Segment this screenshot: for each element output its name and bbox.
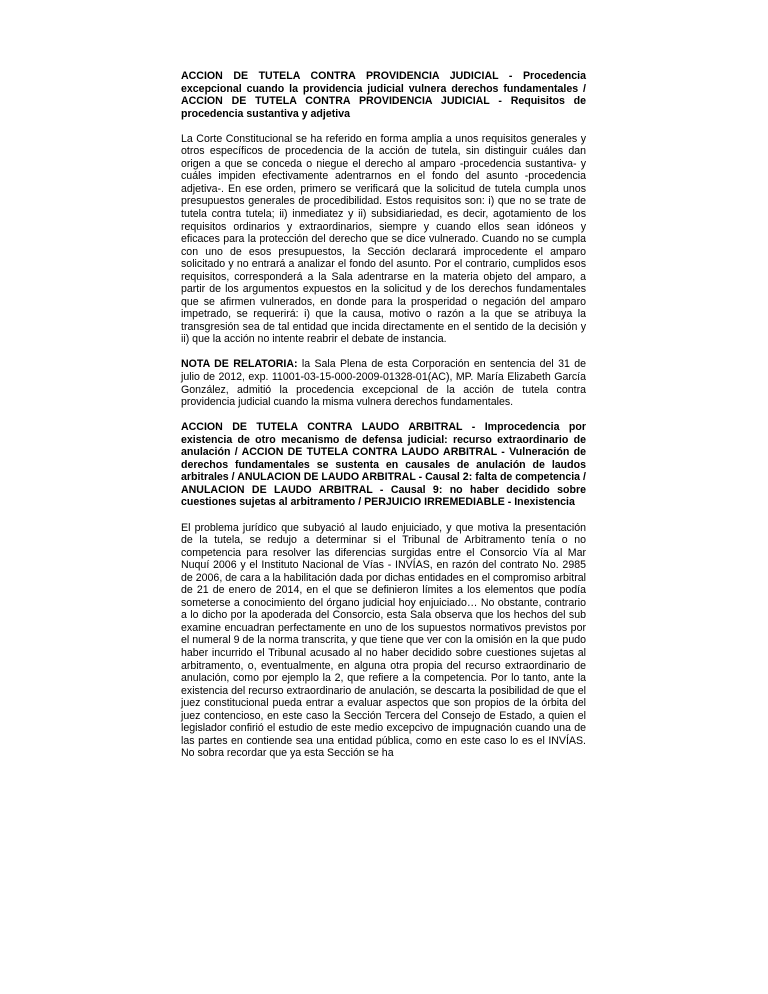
section-body-requisitos: La Corte Constitucional se ha referido en forma amplia a unos requisitos generales y otros específicos de procedencia de la acción de tutela, sin distinguir cuáles dan origen a que se conceda o niegue el derecho al amparo -procedencia sustantiva- y cuáles impiden efectivamente adentrarnos en el fondo del asunto -procedencia adjetiva-. En ese orden, primero se verificará que la solicitud de tutela cumpla unos presupuestos generales de procedibilidad. Estos requisitos son: i) que no se trate de tutela contra tutela; ii) inmediatez y ii) subsidiariedad, es decir, agotamiento de los requisitos ordinarios y extraordinarios, siempre y cuando ellos sean idóneos y eficaces para la protección del derecho que se dice vulnerado. Cuando no se cumpla con uno de esos presupuestos, la Sección declarará improcedente el amparo solicitado y no entrará a analizar el fondo del asunto. Por el contrario, cumplidos esos requisitos, corresponderá a la Sala adentrarse en la materia objeto del amparo, a partir de los argumentos expuestos en la solicitud y de los derechos fundamentales que se afirmen vulnerados, en donde para la prosperidad o negación del amparo impetrado, se requerirá: i) que la causa, motivo o razón a la que se atribuya la transgresión sea de tal entidad que incida directamente en el sentido de la decisión y ii) que la acción no intente reabrir el debate de instancia.: [181, 132, 586, 346]
relatoria-note-label: NOTA DE RELATORIA:: [181, 358, 298, 371]
section-heading-tutela-providencia: ACCION DE TUTELA CONTRA PROVIDENCIA JUDICIAL - Procedencia excepcional cuando la providencia judicial vulnera derechos fundamentales / ACCION DE TUTELA CONTRA PROVIDENCIA JUDICIAL - Requisitos de procedencia sustantiva y adjetiva: [181, 70, 586, 120]
relatoria-note: [181, 358, 586, 408]
relatoria-note-body: la Sala Plena de esta Corporación en sentencia del 31 de julio de 2012, exp. 11001-03-15-000-2009-01328-01(AC), MP. María Elizabeth García González, admitió la procedencia excepcional de la acción de tutela contra providencia judicial cuando la misma vulnera derechos fundamentales.: [181, 358, 586, 409]
document-page: [181, 70, 586, 772]
section-body-problema-juridico: El problema jurídico que subyació al laudo enjuiciado, y que motiva la presentación de la tutela, se redujo a determinar si el Tribunal de Arbitramento tenía o no competencia para resolver las diferencias surgidas entre el Consorcio Vía al Mar Nuquí 2006 y el Instituto Nacional de Vías - INVÍAS, en razón del contrato No. 2985 de 2006, de cara a la habilitación dada por dichas entidades en el compromiso arbitral de 21 de enero de 2014, en el que se definieron límites a los elementos que podía someterse a conocimiento del órgano judicial hoy enjuiciado… No obstante, contrario a lo dicho por la apoderada del Consorcio, esta Sala observa que los hechos del sub examine encuadran perfectamente en uno de los supuestos normativos previstos por el numeral 9 de la norma transcrita, y que tiene que ver con la omisión en la que pudo haber incurrido el Tribunal acusado al no haber decidido sobre cuestiones sujetas al arbitramento, o, eventualmente, en alguna otra propia del recurso extraordinario de anulación, como por ejemplo la 2, que refiere a la competencia. Por lo tanto, ante la existencia del recurso extraordinario de anulación, se descarta la posibilidad de que el juez constitucional pueda entrar a evaluar aspectos que son propios de la órbita del juez contencioso, en este caso la Sección Tercera del Consejo de Estado, a quien el legislador confirió el estudio de este medio excepcivo de impugnación cuando una de las partes en contiende sea una entidad pública, como en este caso lo es el INVÍAS. No sobra recordar que ya esta Sección se ha: [181, 521, 586, 760]
section-heading-laudo-arbitral: ACCION DE TUTELA CONTRA LAUDO ARBITRAL - Improcedencia por existencia de otro mecanismo de defensa judicial: recurso extraordinario de anulación / ACCION DE TUTELA CONTRA LAUDO ARBITRAL - Vulneración de derechos fundamentales se sustenta en causales de anulación de laudos arbitrales / ANULACION DE LAUDO ARBITRAL - Causal 2: falta de competencia / ANULACION DE LAUDO ARBITRAL - Causal 9: no haber decidido sobre cuestiones sujetas al arbitramento / PERJUICIO IRREMEDIABLE - Inexistencia: [181, 421, 586, 509]
